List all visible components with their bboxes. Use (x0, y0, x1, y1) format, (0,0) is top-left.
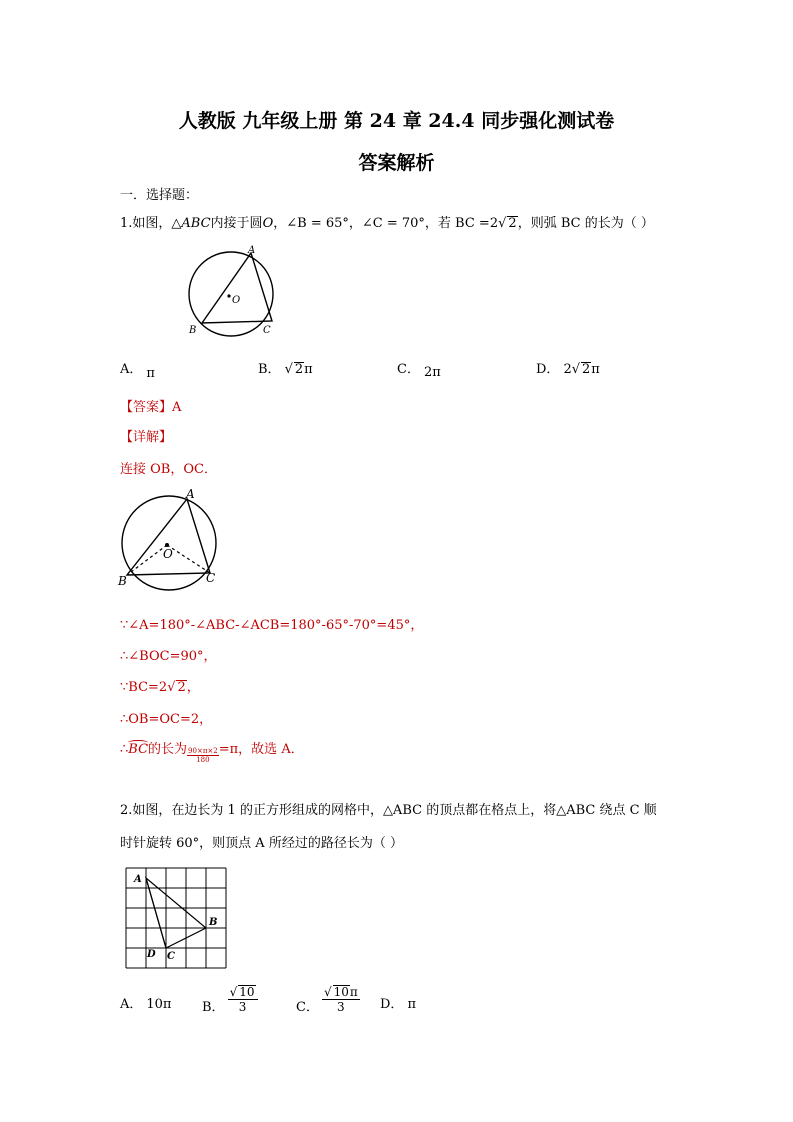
q2-label-a: A (134, 874, 142, 885)
q1-triangle (202, 253, 272, 323)
q1-label-c: C (263, 325, 271, 336)
q1-step-3-prefix: ∵BC= (120, 680, 159, 695)
q2-grid-figure (122, 864, 232, 970)
q2-option-c-radicand: 10 (333, 985, 349, 999)
q1-connect: 连接 OB，OC． (120, 462, 217, 477)
q1-stem-rad: 2 (508, 216, 517, 231)
q1-solution-label-o: O (163, 547, 173, 561)
q1-center-dot (227, 294, 230, 297)
q1-label-a: A (248, 245, 256, 256)
q1-option-d-radicand: 2 (582, 362, 591, 377)
q2-label-b: B (209, 917, 218, 928)
page-title: 人教版 九年级上册 第 24 章 24.4 同步强化测试卷 (178, 110, 615, 132)
q1-stem-angles: ，∠B = 65°，∠C = 70°，若 BC = (273, 216, 490, 231)
q2-option-b-label: B． (202, 1000, 225, 1016)
q1-solution-triangle (127, 499, 210, 575)
q2-option-b-denominator: 3 (238, 1000, 247, 1015)
q1-label-o: O (232, 295, 241, 306)
q2-option-c-denominator: 3 (337, 1000, 345, 1015)
q1-step-3-radicand: 2 (177, 680, 186, 695)
q1-option-b: B． √ 2π (258, 362, 313, 377)
q2-option-c-pi: π (349, 985, 358, 999)
q1-answer (120, 396, 181, 415)
q1-option-c (397, 358, 441, 380)
q1-answer-tag: 【答案】 (120, 400, 173, 415)
page-subtitle: 答案解析 (358, 152, 435, 174)
q1-step-5-denominator: 180 (196, 756, 210, 764)
q2-option-a-value: 10π (146, 997, 172, 1012)
q1-option-c-value: 2π (423, 365, 441, 380)
q1-step-5-suffix: =π，故选 A． (218, 742, 304, 757)
q2-option-a-label: A． (120, 997, 143, 1012)
q1-label-b: B (189, 325, 197, 336)
q1-option-d: D． 2√ 2π (536, 362, 600, 377)
q1-option-b-label: B． (258, 362, 281, 377)
q2-label-d: D (147, 949, 156, 960)
q1-stem-suffix: ，则弧 BC 的长为（ ） (517, 216, 654, 231)
q2-option-a (120, 993, 171, 1012)
q1-stem-val: 2 (489, 216, 499, 231)
q1-solution-label-b: B (118, 574, 127, 588)
q1-step-5-mid: 的长为 (148, 742, 188, 757)
q2-label-c: C (167, 951, 175, 962)
q1-option-a-value: π (146, 366, 155, 381)
q1-step-4: ∴OB=OC=2， (120, 712, 213, 727)
q2-option-d-label: D． (380, 997, 404, 1012)
q1-step-2: ∴∠BOC=90°， (120, 649, 217, 664)
q1-stem-o: O (262, 216, 274, 231)
q1-detail-tag: 【详解】 (120, 430, 173, 445)
q2-stem-line-2: 时针旋转 60°，则顶点 A 所经过的路径长为（ ） (120, 836, 403, 851)
q1-solution-label-a: A (186, 487, 195, 501)
q1-stem-prefix: 1.如图， (120, 216, 172, 231)
q2-option-d-value: π (407, 997, 416, 1012)
q1-figure (180, 240, 280, 340)
q1-step-5-numerator: 90×π×2 (188, 746, 218, 755)
q1-option-d-label: D． (536, 362, 560, 377)
q1-step-5 (120, 738, 304, 764)
q1-option-b-pi: π (304, 362, 313, 377)
q1-step-3-coef: 2 (158, 680, 168, 695)
section-heading: 一．选择题： (120, 188, 199, 203)
q1-option-d-pi: π (591, 362, 600, 377)
q1-solution-circle (122, 496, 216, 590)
q1-option-d-coef: 2 (563, 362, 572, 377)
q1-stem-tri: △ABC (171, 216, 211, 231)
q2-option-b-radicand: 10 (239, 985, 255, 999)
q1-stem-mid: 内接于圆 (210, 216, 263, 231)
q1-step-5-arc: BC (128, 742, 149, 757)
q1-stem: 1.如图，△ABC内接于圆O，∠B = 65°，∠C = 70°，若 BC =2√ 2，则弧 BC 的长为（ ） (120, 216, 654, 231)
q1-solution-oc (167, 545, 210, 573)
q1-option-a (120, 358, 155, 381)
q1-step-5-prefix: ∴ (120, 742, 129, 757)
q1-step-1: ∵∠A=180°-∠ABC-∠ACB=180°-65°-70°=45°， (120, 618, 424, 633)
q2-option-b: B． $\frac{√ 10}{3}$ (202, 985, 258, 1015)
q1-step-3-suffix: ， (186, 680, 200, 695)
q1-option-a-label: A． (120, 362, 143, 377)
q1-solution-label-c: C (206, 571, 216, 585)
q1-option-c-label: C． (397, 362, 420, 377)
q2-stem-line-1: 2.如图，在边长为 1 的正方形组成的网格中，△ABC 的顶点都在格点上，将△ABC 绕点 C 顺 (120, 803, 657, 818)
q1-step-3: ∵BC=2√ 2， (120, 680, 200, 695)
q1-solution-figure (115, 485, 225, 595)
q1-option-b-radicand: 2 (294, 362, 304, 377)
q2-option-c: C． $\frac{√ 10\pi}{3}$ (296, 985, 358, 1016)
q2-option-c-label: C． (296, 1000, 319, 1016)
q1-answer-value: A (172, 400, 182, 415)
q2-option-d (380, 993, 416, 1012)
